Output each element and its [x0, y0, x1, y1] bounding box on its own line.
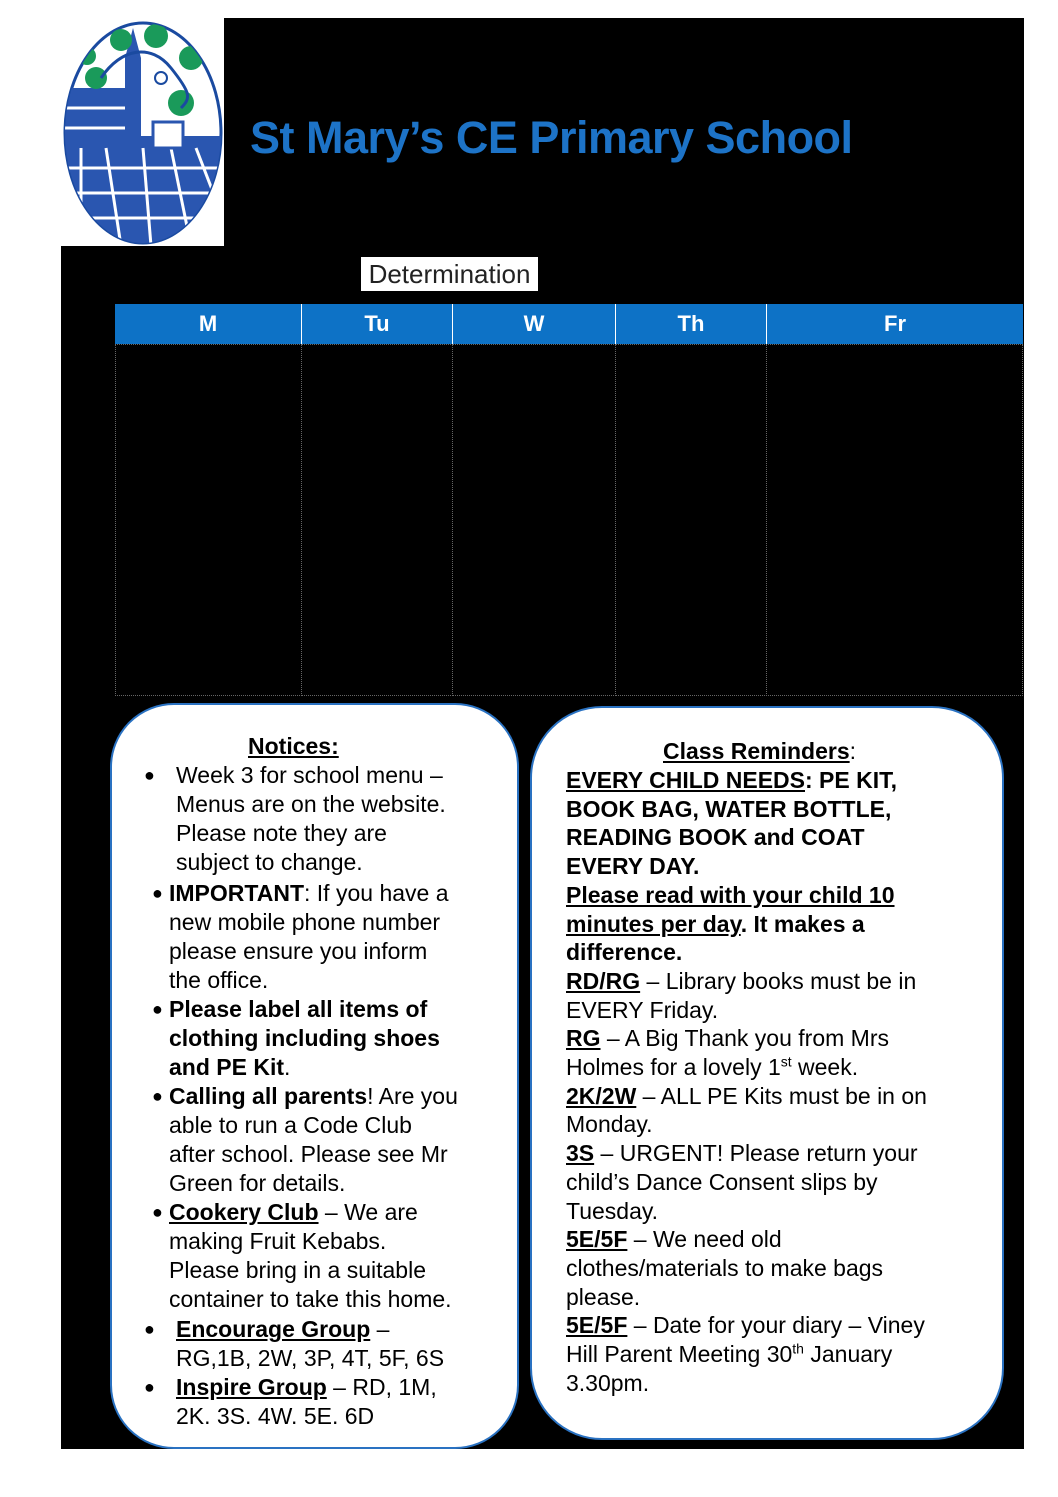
notice-inspire-line: 2K. 3S. 4W. 5E. 6D — [176, 1403, 375, 1429]
every-child-line: READING BOOK and COAT — [566, 824, 865, 851]
class-code-5e-5f: 5E/5F — [566, 1312, 628, 1339]
notice-labels-end: . — [284, 1054, 291, 1080]
bullet-icon: ● — [144, 1377, 155, 1397]
notice-menu-line: subject to change. — [176, 849, 363, 875]
notice-cookery-line: container to take this home. — [169, 1286, 452, 1312]
every-child-line: BOOK BAG, WATER BOTTLE, — [566, 795, 892, 822]
notice-encourage-label: Encourage Group — [176, 1316, 371, 1342]
class-code-rg: RG — [566, 1025, 601, 1052]
notice-inspire-text: – RD, 1M, — [326, 1374, 437, 1400]
rd-rg-text: – Library books must be in — [640, 967, 917, 994]
3s-line: Tuesday. — [566, 1197, 659, 1224]
3s-line: child’s Dance Consent slips by — [566, 1168, 878, 1195]
notice-code-club-text: ! Are you — [367, 1083, 458, 1109]
day-cell-tuesday — [301, 344, 453, 696]
notice-encourage-line: RG,1B, 2W, 3P, 4T, 5F, 6S — [176, 1345, 445, 1371]
notice-code-club-label: Calling all parents — [169, 1083, 368, 1109]
class-code-3s: 3S — [566, 1140, 595, 1167]
notice-cookery-label: Cookery Club — [169, 1199, 319, 1225]
5e-5f-diary-sup: th — [792, 1340, 804, 1357]
reading-line-rest: . It makes a — [740, 910, 865, 937]
reminders-title — [663, 738, 856, 765]
day-cell-friday — [766, 344, 1023, 696]
5e-5f-diary-text: – Date for your diary – Viney — [627, 1312, 925, 1339]
every-child-text: : PE KIT, — [805, 767, 898, 793]
day-cell-thursday — [615, 344, 767, 696]
notice-labels-line: and PE Kit — [169, 1054, 285, 1080]
class-code-2k-2w: 2K/2W — [566, 1082, 637, 1109]
bullet-icon: ● — [152, 999, 163, 1019]
bullet-icon: ● — [144, 1319, 155, 1339]
5e-5f-diary-line-end: January — [803, 1341, 893, 1367]
day-cell-wednesday — [452, 344, 616, 696]
school-name: St Mary’s CE Primary School — [250, 112, 853, 163]
notice-labels-line: clothing including shoes — [169, 1025, 440, 1051]
school-logo — [61, 18, 224, 246]
class-code-rd-rg: RD/RG — [566, 967, 641, 994]
school-value: Determination — [361, 257, 538, 291]
notice-code-club-line: Green for details. — [169, 1170, 346, 1196]
notice-labels-line: Please label all items of — [169, 996, 428, 1022]
rg-line: Holmes for a lovely 1 — [566, 1054, 781, 1080]
reading-line: Please read with your child 10 — [566, 881, 895, 908]
rg-line-end: week. — [791, 1054, 859, 1080]
rg-line-sup: st — [780, 1053, 792, 1070]
notice-code-club-line: able to run a Code Club — [169, 1112, 412, 1138]
bullet-icon: ● — [152, 1202, 163, 1222]
rd-rg-line: EVERY Friday. — [566, 996, 719, 1023]
day-header-wednesday: W — [523, 311, 545, 336]
2k-2w-line: Monday. — [566, 1111, 653, 1138]
5e-5f-diary-line: Hill Parent Meeting 30 — [566, 1341, 793, 1367]
notice-phone-line: please ensure you inform — [169, 938, 428, 964]
day-cell-monday — [115, 344, 302, 696]
bullet-icon: ● — [152, 1086, 163, 1106]
day-header-thursday: Th — [677, 311, 705, 336]
notice-phone-label: IMPORTANT — [169, 880, 305, 906]
5e-5f-diary-line: 3.30pm. — [566, 1369, 650, 1396]
reading-line: difference. — [566, 939, 683, 966]
class-reminders-panel — [530, 706, 1004, 1440]
notice-encourage-text: – — [370, 1316, 390, 1342]
day-header-friday: Fr — [884, 311, 906, 336]
notice-phone-line: new mobile phone number — [169, 909, 441, 935]
notice-code-club-line: after school. Please see Mr — [169, 1141, 448, 1167]
5e-5f-bags-line: please. — [566, 1283, 641, 1310]
reminders-title-colon: : — [849, 738, 857, 764]
rg-text: – A Big Thank you from Mrs — [600, 1025, 889, 1052]
class-code-5e-5f: 5E/5F — [566, 1226, 628, 1253]
notice-cookery-line: Please bring in a suitable — [169, 1257, 426, 1283]
bullet-icon: ● — [144, 765, 155, 785]
3s-text: – URGENT! Please return your — [594, 1140, 918, 1167]
notice-cookery-text: – We are — [318, 1199, 418, 1225]
notices-title: Notices: — [248, 733, 339, 759]
notice-cookery-line: making Fruit Kebabs. — [169, 1228, 387, 1254]
bullet-icon: ● — [152, 883, 163, 903]
day-header-tuesday: Tu — [364, 311, 390, 336]
notice-menu-line: Menus are on the website. — [176, 791, 446, 817]
day-header-monday: M — [198, 311, 218, 336]
every-child-label: EVERY CHILD NEEDS — [566, 767, 805, 793]
notice-menu-line: Week 3 for school menu – — [176, 762, 443, 788]
notices-panel — [110, 703, 519, 1449]
notice-menu-line: Please note they are — [176, 820, 387, 846]
reminders-title-text: Class Reminders — [663, 738, 850, 764]
5e-5f-bags-text: – We need old — [627, 1226, 782, 1253]
reading-line: minutes per day — [566, 910, 741, 937]
notice-phone-line: the office. — [169, 967, 269, 993]
2k-2w-text: – ALL PE Kits must be in on — [636, 1082, 927, 1109]
notice-phone-text: : If you have a — [304, 880, 449, 906]
weekly-table — [115, 304, 1023, 697]
5e-5f-bags-line: clothes/materials to make bags — [566, 1254, 884, 1281]
notice-inspire-label: Inspire Group — [176, 1374, 327, 1400]
every-child-line: EVERY DAY. — [566, 853, 700, 880]
